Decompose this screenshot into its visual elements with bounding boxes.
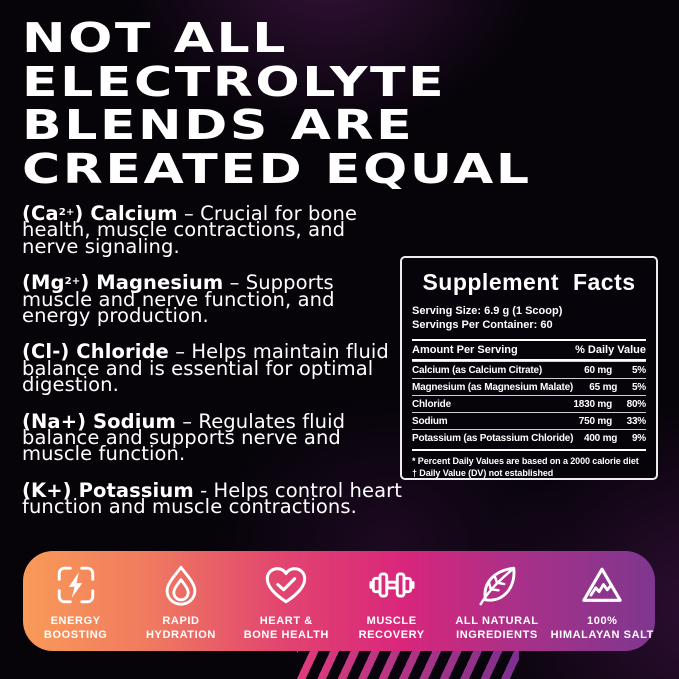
- mineral-item-calcium: [22, 202, 402, 258]
- dash: –: [229, 271, 240, 295]
- headline-line: NOT ALL: [22, 14, 288, 62]
- footnote: * Percent Daily Values are based on a 2000 calorie diet: [412, 456, 639, 466]
- benefit-heart-bone-health: [234, 551, 339, 651]
- benefits-banner: [23, 551, 655, 651]
- benefit-energy-boosting: [23, 551, 128, 651]
- benefit-himalayan-salt: [550, 551, 655, 651]
- benefit-muscle-recovery: [339, 551, 444, 651]
- headline-line: CREATED EQUAL: [22, 144, 532, 193]
- muscle-recovery-icon: [369, 562, 415, 608]
- superscript: 2+: [64, 276, 81, 288]
- mineral-name: (Na+) Sodium: [22, 409, 176, 433]
- headline-line: ELECTROLYTE: [22, 57, 447, 106]
- benefit-label: RAPID HYDRATION: [146, 615, 216, 641]
- table-row: [412, 395, 646, 412]
- daily-value-label: % Daily Value: [575, 344, 646, 356]
- table-row: [412, 412, 646, 429]
- supplement-facts-title: Supplement Facts: [422, 269, 636, 295]
- nutrient-dv: 5%: [631, 381, 646, 393]
- nutrient-amount: 750 mg: [578, 415, 612, 427]
- heart-bone-health-icon: [263, 562, 309, 608]
- energy-boosting-icon: [53, 562, 99, 608]
- minerals-list: [22, 202, 402, 536]
- dash: –: [175, 340, 186, 364]
- facts-table-header: [412, 339, 646, 361]
- mineral-description: Supports muscle and nerve function, and energy production.: [22, 271, 335, 328]
- mineral-name: (Cl-) Chloride: [22, 340, 169, 364]
- nutrient-amount: 65 mg: [589, 381, 618, 393]
- page-title: [22, 14, 532, 193]
- table-row: [412, 378, 646, 395]
- benefit-label: ALL NATURAL INGREDIENTS: [455, 615, 539, 641]
- rapid-hydration-icon: [158, 562, 204, 608]
- supplement-facts-panel: [400, 256, 658, 480]
- nutrient-name: Potassium (as Potassium Chloride): [412, 432, 574, 444]
- table-row: [412, 361, 646, 378]
- mineral-item-potassium: [22, 478, 402, 519]
- nutrient-dv: 33%: [626, 415, 646, 427]
- dash: –: [182, 409, 193, 433]
- mineral-item-magnesium: [22, 271, 402, 328]
- benefit-all-natural: [444, 551, 549, 651]
- mineral-description: Crucial for bone health, muscle contractions, and nerve signaling.: [22, 202, 358, 258]
- all-natural-icon: [474, 562, 520, 608]
- nutrient-name: Sodium: [412, 415, 448, 427]
- benefit-label: 100% HIMALAYAN SALT: [550, 615, 654, 641]
- footnote: † Daily Value (DV) not established: [412, 467, 554, 478]
- nutrient-amount: 1830 mg: [573, 398, 612, 410]
- nutrient-name: Chloride: [412, 398, 451, 410]
- mineral-name: $(Ca^{2+})$ Calcium: [22, 202, 178, 225]
- nutrient-name: Calcium (as Calcium Citrate): [412, 364, 542, 376]
- mineral-description: Regulates fluid balance and supports nerve and muscle function.: [22, 409, 346, 466]
- mineral-item-sodium: [22, 409, 402, 466]
- benefit-label: ENERGY BOOSTING: [43, 615, 108, 641]
- headline-line: BLENDS ARE: [22, 101, 415, 149]
- benefit-label: MUSCLE RECOVERY: [358, 615, 425, 641]
- amount-per-serving-label: Amount Per Serving: [412, 344, 518, 356]
- nutrient-amount: 400 mg: [583, 432, 618, 444]
- table-row: [412, 429, 646, 446]
- nutrient-dv: 5%: [631, 364, 646, 376]
- nutrient-name: Magnesium (as Magnesium Malate): [412, 381, 574, 393]
- facts-footnotes: [412, 449, 646, 479]
- benefit-label: HEART & BONE HEALTH: [243, 615, 329, 641]
- nutrient-dv: 9%: [631, 432, 646, 444]
- superscript: 2+: [58, 206, 75, 218]
- mineral-description: Helps control heart function and muscle contractions.: [22, 478, 402, 519]
- nutrient-amount: 60 mg: [584, 364, 612, 376]
- mineral-name: $(Mg^{2+})$ Magnesium: [22, 271, 224, 295]
- nutrient-dv: 80%: [626, 398, 646, 410]
- himalayan-salt-icon: [579, 562, 625, 608]
- mineral-description: Helps maintain fluid balance and is essential for optimal digestion.: [22, 340, 389, 397]
- mineral-name: (K+) Potassium: [22, 478, 194, 502]
- servings-per-container: Servings Per Container: 60: [412, 318, 553, 331]
- dash: -: [200, 478, 208, 502]
- dash: –: [183, 202, 194, 225]
- benefit-rapid-hydration: [128, 551, 233, 651]
- serving-size: Serving Size: 6.9 g (1 Scoop): [412, 305, 563, 317]
- mineral-item-chloride: [22, 340, 402, 397]
